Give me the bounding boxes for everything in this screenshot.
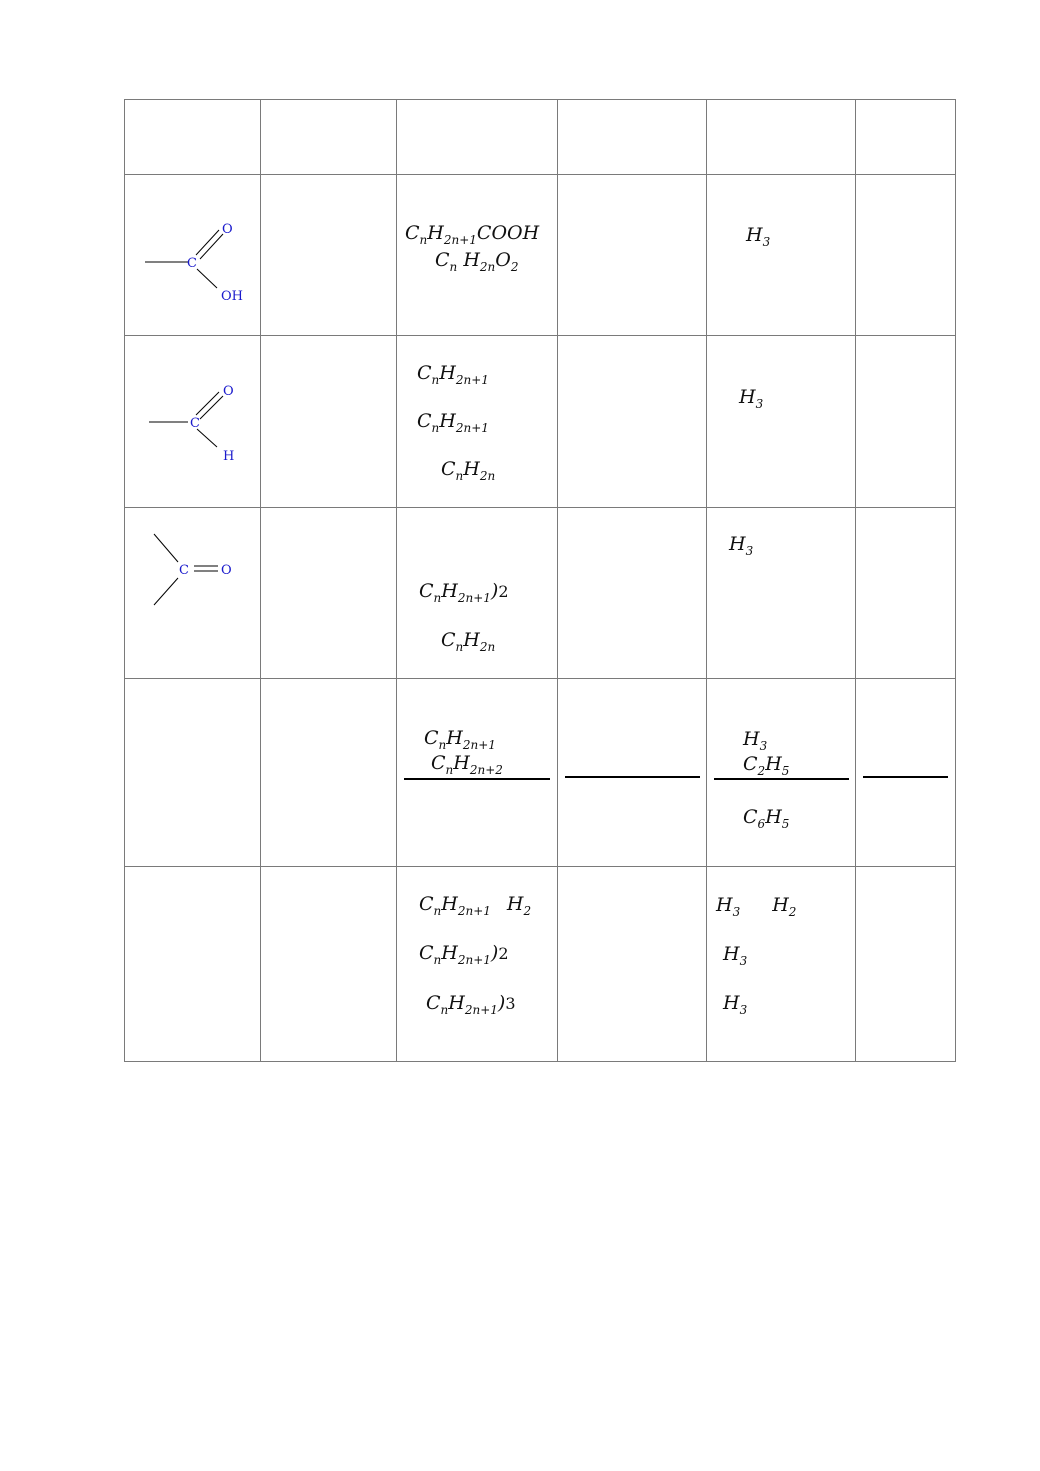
divider-line — [714, 778, 849, 780]
example-formula: $H_3$ — [739, 386, 764, 411]
general-formula: $C_nH_{2n+1}$ — [417, 362, 489, 387]
header-cell — [125, 100, 261, 175]
structure-cell — [125, 175, 261, 336]
example-cell — [707, 679, 856, 867]
header-cell — [558, 100, 707, 175]
example-formula: $C_2H_5$ — [743, 753, 790, 778]
structure-cell — [125, 508, 261, 679]
table-row-aldehyde — [125, 336, 956, 508]
aldehyde-group-structure — [125, 336, 261, 508]
general-formula: $C_nH_{2n+1}$ — [424, 727, 496, 752]
carboxyl-group-structure — [125, 175, 261, 336]
header-cell — [707, 100, 856, 175]
header-cell — [397, 100, 558, 175]
general-formula: $C_nH_{2n+1})3$ — [426, 992, 516, 1017]
structure-cell — [125, 679, 261, 867]
carbon-atom-label: C — [179, 563, 189, 578]
oxygen-atom-label: O — [222, 222, 233, 237]
example-formula: $H_3$ — [729, 533, 754, 558]
formula-cell — [397, 679, 558, 867]
property-cell — [558, 336, 707, 508]
property-cell — [558, 508, 707, 679]
formula-cell — [397, 867, 558, 1062]
example-formula: $H_3$ — [743, 728, 768, 753]
table-row-ketone — [125, 508, 956, 679]
example-formula: $C_6H_5$ — [743, 806, 790, 831]
general-formula: $C_nH_{2n+1})2$ — [419, 942, 509, 967]
formula-cell — [397, 175, 558, 336]
name-cell — [261, 867, 397, 1062]
property-cell — [558, 867, 707, 1062]
name-cell — [261, 508, 397, 679]
divider-line — [565, 776, 700, 778]
structure-cell — [125, 867, 261, 1062]
table-row-amine — [125, 867, 956, 1062]
example-formula: $H_3$ $H_2$ — [716, 894, 797, 919]
general-formula: $C_nH_{2n+1}$ $H_2$ — [419, 893, 532, 918]
oxygen-atom-label: O — [223, 384, 234, 399]
functional-groups-table — [124, 99, 956, 1062]
structure-cell — [125, 336, 261, 508]
example-cell — [707, 175, 856, 336]
oxygen-atom-label: O — [221, 563, 232, 578]
molecular-formula: $C_nH_{2n}$ — [441, 458, 496, 483]
carbon-atom-label: C — [190, 416, 200, 431]
molecular-formula: $C_n$ $H_{2n}O_2$ — [435, 249, 519, 274]
ketone-group-structure — [125, 508, 261, 679]
general-formula: $C_nH_{2n+1}$ — [417, 410, 489, 435]
header-row — [125, 100, 956, 175]
formula-cell — [397, 508, 558, 679]
extra-cell — [856, 867, 956, 1062]
name-cell — [261, 175, 397, 336]
extra-cell — [856, 508, 956, 679]
example-cell — [707, 508, 856, 679]
example-cell — [707, 867, 856, 1062]
name-cell — [261, 679, 397, 867]
property-cell — [558, 679, 707, 867]
formula-cell — [397, 336, 558, 508]
divider-line — [863, 776, 948, 778]
example-formula: $H_3$ — [723, 992, 748, 1017]
example-formula: $H_3$ — [746, 224, 771, 249]
hydroxyl-label: OH — [221, 289, 243, 304]
name-cell — [261, 336, 397, 508]
divider-line — [404, 778, 550, 780]
extra-cell — [856, 175, 956, 336]
molecular-formula: $C_nH_{2n}$ — [441, 629, 496, 654]
table-row-4 — [125, 679, 956, 867]
header-cell — [856, 100, 956, 175]
general-formula: $C_nH_{2n+1})2$ — [419, 580, 509, 605]
header-cell — [261, 100, 397, 175]
hydrogen-atom-label: H — [223, 449, 235, 464]
table-row-acid — [125, 175, 956, 336]
molecular-formula: $C_nH_{2n+2}$ — [431, 752, 503, 777]
extra-cell — [856, 336, 956, 508]
carbon-atom-label: C — [187, 256, 197, 271]
extra-cell — [856, 679, 956, 867]
property-cell — [558, 175, 707, 336]
general-formula: $C_nH_{2n+1}COOH$ — [405, 222, 540, 247]
example-formula: $H_3$ — [723, 943, 748, 968]
example-cell — [707, 336, 856, 508]
